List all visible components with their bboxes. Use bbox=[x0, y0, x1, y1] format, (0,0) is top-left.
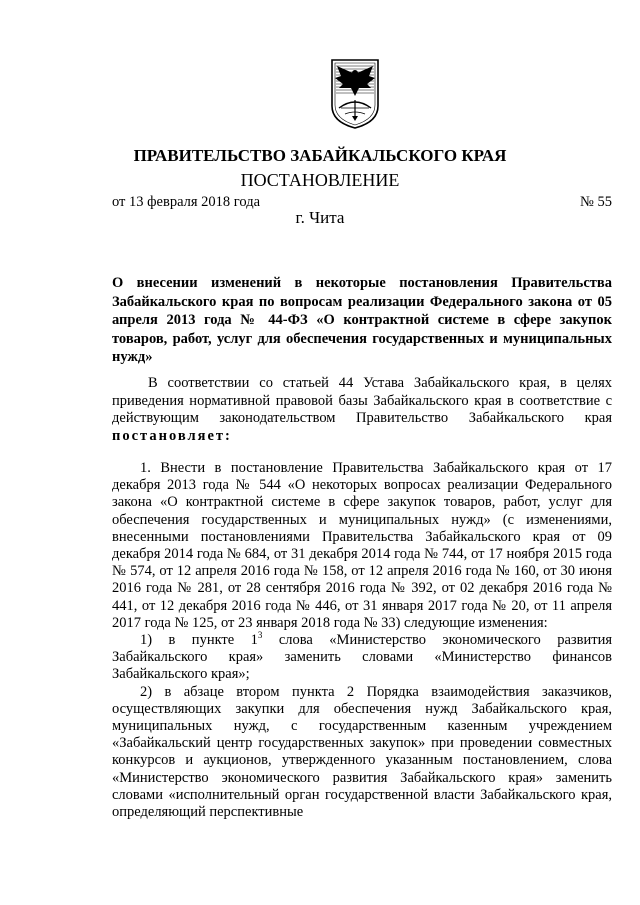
item-1-1-after: слова «Министерство экономического развития Забайкальского края» заменить словами «Министерство финансов Забайкальского края»; bbox=[112, 632, 612, 683]
item-1-1-superscript: 3 bbox=[257, 630, 263, 641]
item-1-1-before: 1) в пункте 1 bbox=[140, 632, 258, 649]
preamble-text: В соответствии со статьей 44 Устава Забайкальского края, в целях приведения нормативной правовой базы Забайкальского края в соответствие с действующим законодательством Правительство Забайкальского края bbox=[112, 375, 612, 426]
item-1-paragraph: 1. Внести в постановление Правительства Забайкальского края от 17 декабря 2013 года № 544 «О некоторых вопросах реализации Федерального закона «О контрактной системе в сфере закупок товаров, работ, услуг для обеспечения государственных и муниципальных нужд» (с изменениями, внесенными постановлениями Правительства Забайкальского края от 09 декабря 2014 года № 684, от 31 декабря 2014 года № 744, от 17 ноября 2015 года № 574, от 12 апреля 2016 года № 158, от 12 апреля 2016 года № 160, от 30 июня 2016 года № 281, от 28 сентября 2016 года № 392, от 02 декабря 2016 года № 441, от 12 декабря 2016 года № 446, от 31 января 2017 года № 20, от 11 апреля 2017 года № 125, от 23 января 2018 года № 33) следующие изменения: bbox=[112, 460, 612, 631]
city: г. Чита bbox=[295, 208, 345, 227]
document-type: ПОСТАНОВЛЕНИЕ bbox=[240, 170, 400, 190]
document-subject: О внесении изменений в некоторые постановления Правительства Забайкальского края по вопросам реализации Федерального закона от 05 апреля 2013 года № 44-ФЗ «О контрактной системе в сфере закупок товаров, работ, услуг для обеспечения государственных и муниципальных нужд» bbox=[112, 275, 612, 365]
coat-of-arms-icon bbox=[329, 56, 381, 130]
document-number: № 55 bbox=[580, 194, 612, 210]
item-1-2-paragraph: 2) в абзаце втором пункта 2 Порядка взаимодействия заказчиков, осуществляющих закупки для обеспечения нужд Забайкальского края, муниципальных нужд, с государственным казенным учреждением «Забайкальский центр государственных закупок» при проведении совместных конкурсов и аукционов, утвержденного указанным постановлением, слова «Министерство экономического развития Забайкальского края» заменить словами «исполнительный орган государственной власти Забайкальского края, определяющий перспективные bbox=[112, 683, 612, 821]
government-title: ПРАВИТЕЛЬСТВО ЗАБАЙКАЛЬСКОГО КРАЯ bbox=[133, 146, 507, 165]
item-1-1-paragraph bbox=[112, 632, 612, 684]
coat-of-arms-emblem bbox=[329, 56, 381, 130]
document-date: от 13 февраля 2018 года bbox=[112, 194, 261, 210]
resolves-word: постановляет: bbox=[112, 427, 232, 444]
document-body bbox=[112, 460, 612, 821]
preamble bbox=[112, 375, 612, 445]
